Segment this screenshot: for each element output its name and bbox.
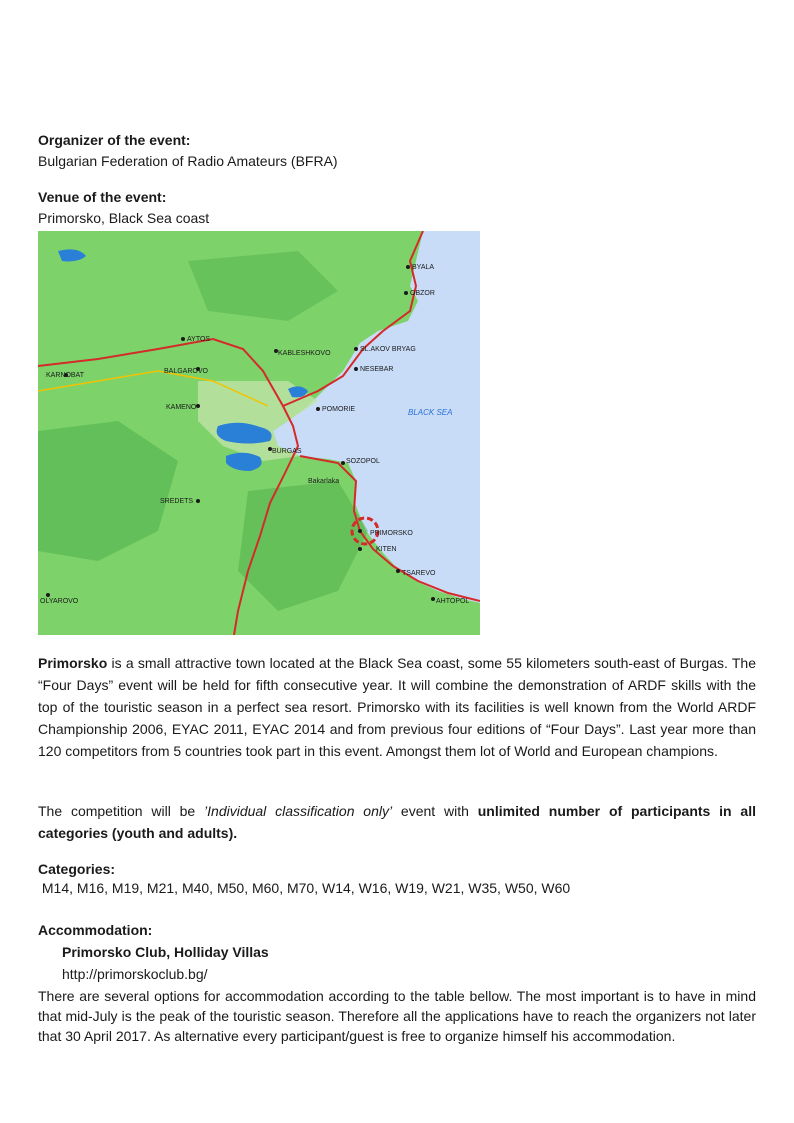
intro-town: Primorsko [38,655,108,671]
label-kameno: KAMENO [166,404,197,411]
competition-classification: ’Individual classification only’ [204,803,393,819]
competition-paragraph [38,800,756,844]
competition-middle: event with [392,803,478,819]
categories-heading: Categories: [38,861,116,877]
label-kiten: KITEN [376,546,397,553]
label-burgas: BURGAS [272,448,302,455]
venue-value: Primorsko, Black Sea coast [38,210,210,226]
competition-prefix: The competition will be [38,803,205,819]
label-nesebar: NESEBAR [360,366,394,373]
label-obzor: OBZOR [410,290,435,297]
label-aytos: AYTOS [187,336,211,343]
label-bakarlaka: Bakarlaka [308,478,340,485]
label-primorsko: PRIMORSKO [370,530,413,537]
intro-text: is a small attractive town located at the Black Sea coast, some 55 kilometers south-east of Burgas. The “Four Days” event will be held for fifth consecutive year. It will combine the demonstration of ARDF skills with the top of the touristic season in a perfect sea resort. Primorsko with its facilities is well known from the World ARDF Championship 2006, EYAC 2011, EYAC 2014 and from previous four editions of “Four Days”. Last year more than 120 competitors from 5 countries took part in this event. Amongst them lot of World and European champions. [38,655,756,759]
venue-heading: Venue of the event: [38,189,167,205]
competition-bold: unlimited number of participants in all categories (youth and adults). [38,803,756,841]
label-black-sea: BLACK SEA [408,408,453,417]
label-sredets: SREDETS [160,498,194,505]
label-kableshkovo: KABLESHKOVO [278,350,331,357]
label-tsarevo: TSAREVO [402,570,436,577]
accommodation-venue: Primorsko Club, Holliday Villas [62,944,269,960]
accommodation-text: There are several options for accommodation according to the table bellow. The most important is to have in mind that mid-July is the peak of the touristic season. Therefore all the applications have to reach the organizers not later that 30 April 2017. As alternative every participant/guest is free to organize himself his accommodation. [38,988,756,1044]
label-sozopol: SOZOPOL [346,458,380,465]
label-karnobat: KARNOBAT [46,372,84,379]
intro-paragraph [38,652,756,762]
region-map [38,231,480,635]
label-olyarovo: OLYAROVO [40,598,79,605]
label-ahtopol: AHTOPOL [436,598,470,605]
map-graphic [38,231,480,635]
label-byala: BYALA [412,264,435,271]
label-sveti-vlas: SL.AKOV BRYAG [360,346,416,353]
categories-value: M14, M16, M19, M21, M40, M50, M60, M70, W14, W16, W19, W21, W35, W50, W60 [38,880,571,896]
organizer-value: Bulgarian Federation of Radio Amateurs (BFRA) [38,153,338,169]
accommodation-url[interactable]: http://primorskoclub.bg/ [62,966,208,982]
organizer-heading: Organizer of the event: [38,132,191,148]
label-balgarovo: BALGAROVO [164,368,208,375]
accommodation-heading: Accommodation: [38,922,153,938]
label-pomorie: POMORIE [322,406,356,413]
